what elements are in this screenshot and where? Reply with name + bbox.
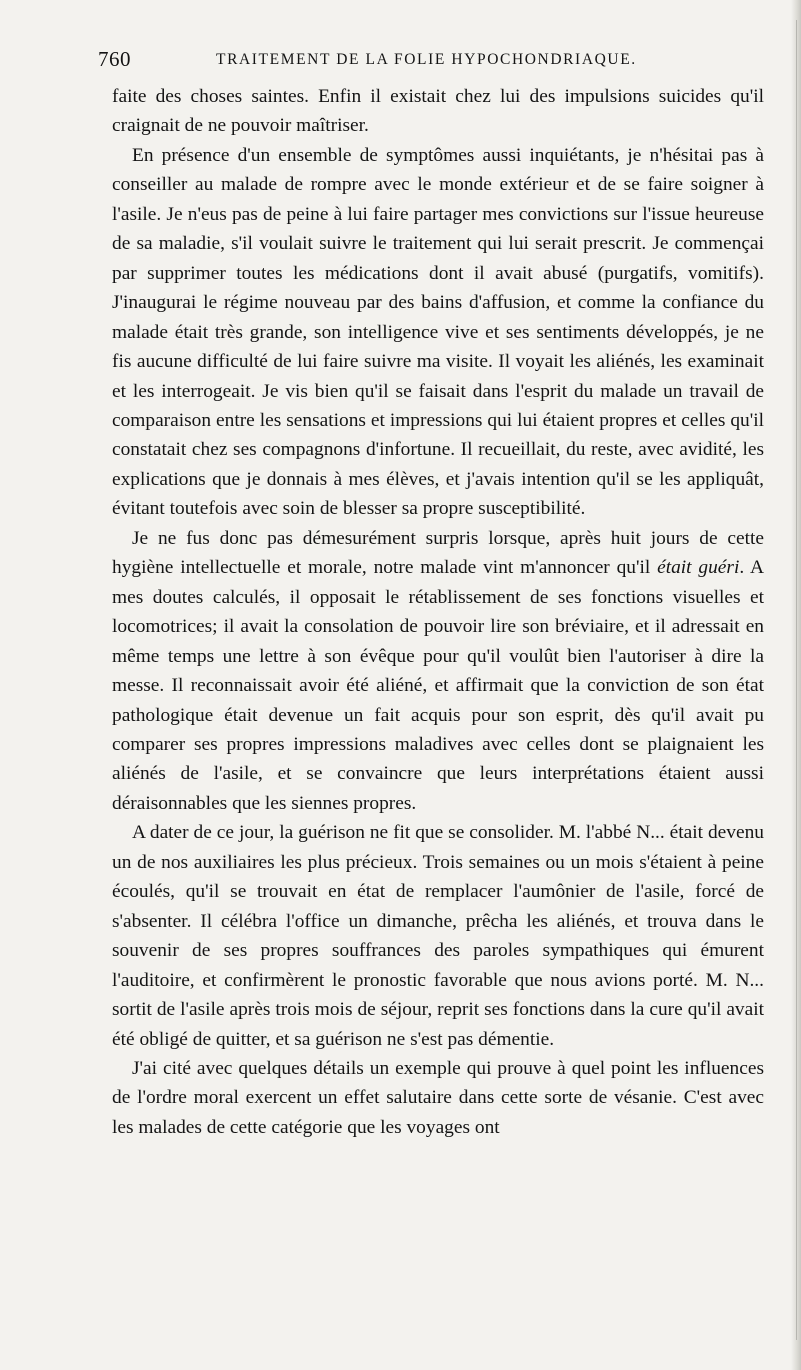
emphasis-gueri: était guéri	[657, 557, 740, 579]
paragraph-treatment: En présence d'un ensemble de symptômes aussi inquiétants, je n'hésitai pas à conseiller au malade de rompre avec le monde extérieur et de se faire soigner à l'asile. Je n'eus pas de peine à lui faire partager mes convictions sur l'issue heureuse de sa maladie, s'il voulait suivre le traitement qui lui serait prescrit. Je commençai par supprimer toutes les médications dont il avait abusé (purgatifs, vomitifs). J'inaugurai le régime nouveau par des bains d'affusion, et comme la confiance du malade était très grande, son intelligence vive et ses sentiments développés, je ne fis aucune difficulté de lui faire suivre ma visite. Il voyait les aliénés, les examinait et les interrogeait. Je vis bien qu'il se faisait dans l'esprit du malade un travail de comparaison entre les sensations et impressions qui lui étaient propres et celles qu'il constatait chez ses compagnons d'infortune. Il recueillait, du reste, avec avidité, les explications que je donnais à mes élèves, et j'avais intention qu'il se les appliquât, évitant toutefois avec soin de blesser sa propre susceptibilité.	[112, 144, 764, 520]
paragraph-continuation: faite des choses saintes. Enfin il existait chez lui des impulsions suicides qu'il craignait de ne pouvoir maîtriser.	[112, 86, 764, 137]
paragraph-consolidation: A dater de ce jour, la guérison ne fit que se consolider. M. l'abbé N... était devenu un de nos auxiliaires les plus précieux. Trois semaines ou un mois s'étaient à peine écoulés, qu'il se trouvait en état de remplacer l'aumônier de l'asile, forcé de s'absenter. Il célébra l'office un dimanche, prêcha les aliénés, et trouva dans le souvenir de ses propres souffrances des paroles sympathiques qui émurent l'auditoire, et confirmèrent le pronostic favorable que nous avions porté. M. N... sortit de l'asile après trois mois de séjour, reprit ses fonctions dans la cure qu'il avait été obligé de quitter, et sa guérison ne s'est pas démentie.	[112, 822, 764, 1050]
paragraph-recovery	[112, 524, 764, 819]
running-header	[98, 47, 760, 77]
paragraph-recovery-end: . A mes doutes calculés, il opposait le rétablissement de ses fonctions visuelles et locomotrices; il avait la consolation de pouvoir lire son bréviaire, et il adressait en même temps une lettre à son évêque pour qu'il voulût bien l'autoriser à dire la messe. Il reconnaissait avoir été aliéné, et affirmait que la conviction de son état pathologique était devenue un fait acquis pour son esprit, dès qu'il avait pu comparer ses propres impressions maladives avec celles dont se plaignaient les aliénés de l'asile, et se convaincre que leurs interprétations étaient aussi déraisonnables que les siennes propres.	[112, 557, 764, 814]
running-title: TRAITEMENT DE LA FOLIE HYPOCHONDRIAQUE.	[216, 51, 637, 68]
body-text	[112, 82, 764, 1142]
paragraph-conclusion: J'ai cité avec quelques détails un exemple qui prouve à quel point les influences de l'ordre moral exercent un effet salutaire dans cette sorte de vésanie. C'est avec les malades de cette catégorie que les voyages ont	[112, 1057, 764, 1138]
page-edge-line	[796, 20, 797, 1340]
page-number: 760	[98, 47, 131, 71]
paragraph-recovery-start: Je ne fus donc pas démesurément surpris lorsque, après huit jours de cette hygiène intellectuelle et morale, notre malade vint m'annoncer qu'il	[112, 527, 764, 579]
